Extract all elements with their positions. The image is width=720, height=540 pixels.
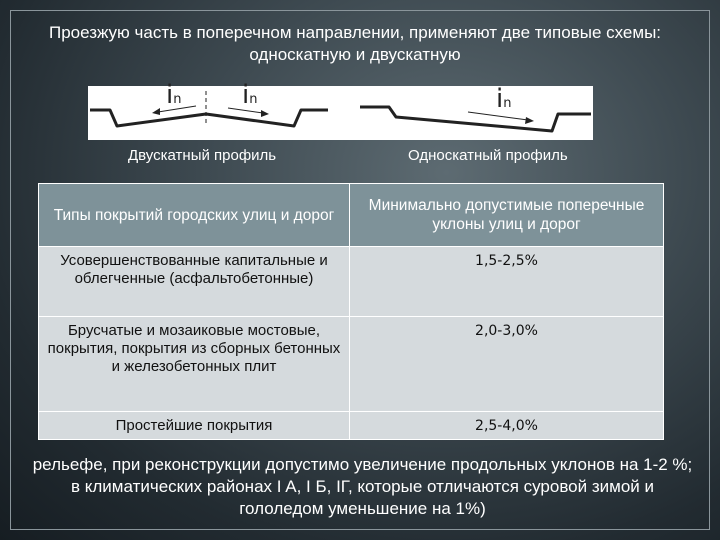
footer-text: рельефе, при реконструкции допустимо увеличение продольных уклонов на 1-2 %; в климатических районах I A, I Б, IГ, которые отличаются суровой зимой и гололедом уменьшение на 1%): [32, 455, 693, 518]
slope-label-left: in: [166, 80, 182, 110]
slope-value-cell: 2,0-3,0%: [350, 317, 664, 412]
right-arrowhead: [261, 110, 269, 117]
single-slope-profile-line: [360, 107, 591, 131]
slope-label-single: in: [496, 84, 512, 114]
surface-type-cell: Брусчатые и мозаиковые мостовые, покрытия, покрытия из сборных бетонных и железобетонных плит: [39, 317, 350, 412]
left-arrowhead: [152, 108, 160, 115]
single-profile-label: Односкатный профиль: [408, 147, 568, 164]
cross-section-diagram: [88, 80, 593, 140]
table-header-row: [39, 184, 664, 247]
column-header-surface-type: Типы покрытий городских улиц и дорог: [39, 184, 350, 247]
slope-value-cell: 1,5-2,5%: [350, 247, 664, 317]
slope-label-right: in: [242, 80, 258, 110]
slope-value-cell: 2,5-4,0%: [350, 412, 664, 440]
surface-type-cell: Усовершенствованные капитальные и облегченные (асфальтобетонные): [39, 247, 350, 317]
dual-slope-profile-line: [90, 110, 328, 126]
single-arrowhead: [525, 117, 534, 124]
table-row: [39, 247, 664, 317]
cross-section-drawing: [88, 86, 593, 140]
table-row: [39, 412, 664, 440]
column-header-min-slope: Минимально допустимые поперечные уклоны улиц и дорог: [350, 184, 664, 247]
slope-table: [38, 183, 664, 440]
table-row: [39, 317, 664, 412]
surface-type-cell: Простейшие покрытия: [39, 412, 350, 440]
dual-profile-label: Двускатный профиль: [128, 147, 277, 164]
slide-heading: Проезжую часть в поперечном направлении, применяют две типовые схемы: односкатную и двускатную: [48, 23, 662, 64]
